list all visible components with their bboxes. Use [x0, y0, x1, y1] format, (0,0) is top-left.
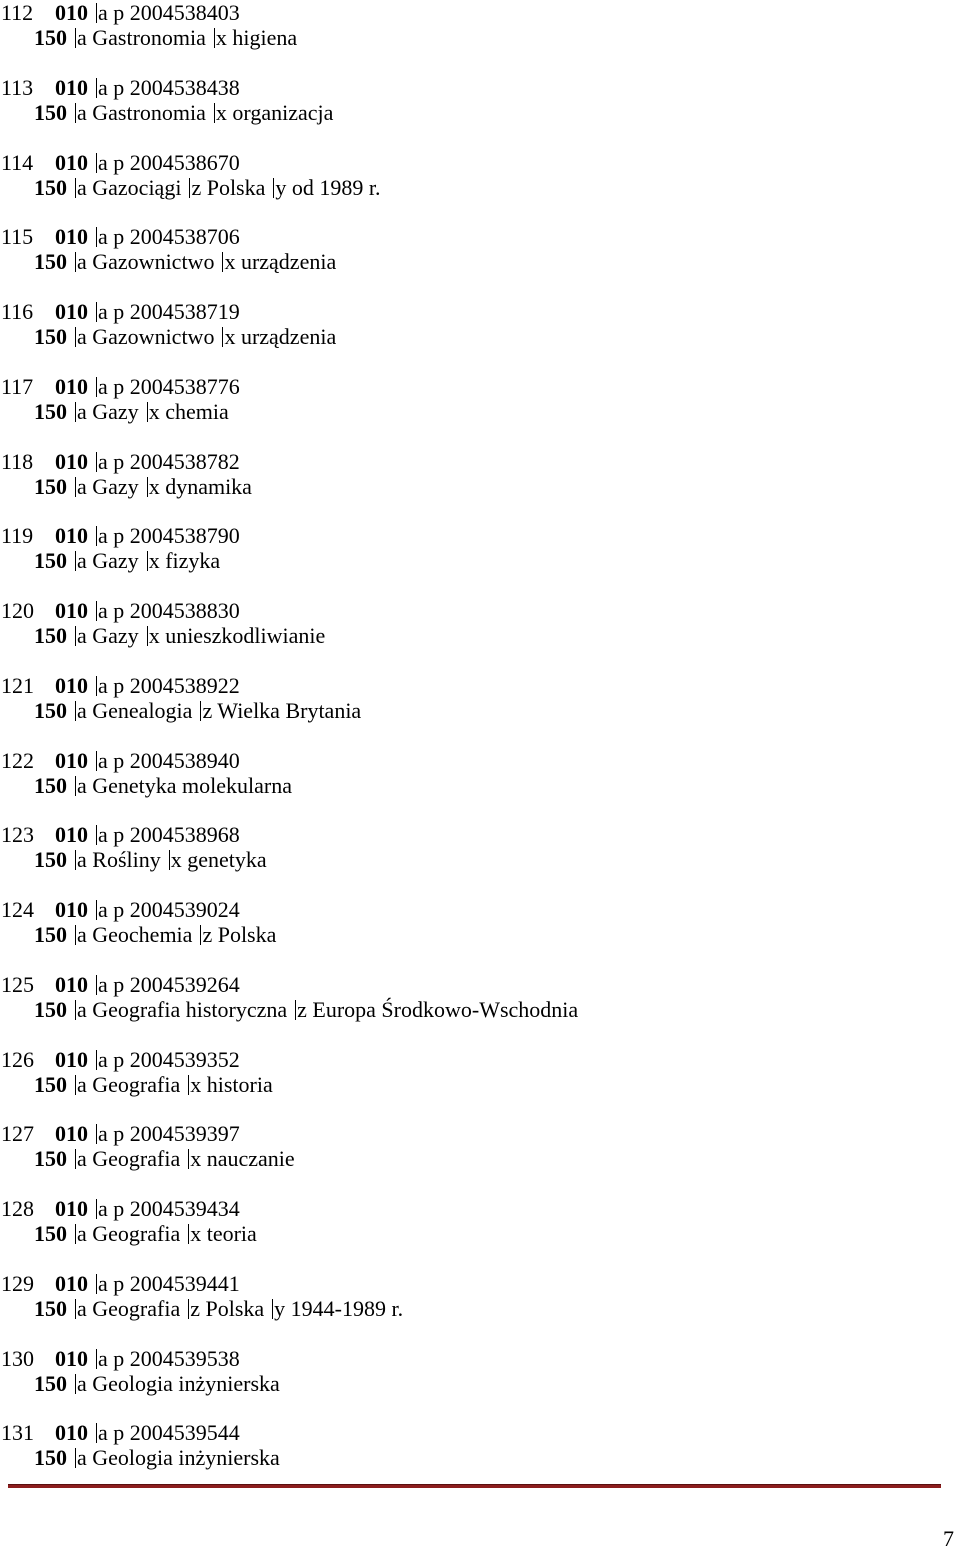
subfield-separator [147, 551, 148, 571]
record-entry [0, 224, 960, 299]
record-entry [0, 449, 960, 524]
record-number: 121 [1, 672, 34, 698]
subject-subfield: a Gazociągi [77, 174, 182, 200]
subject-subfield: a Gazownictwo [77, 324, 215, 349]
record-line-150 [0, 997, 960, 1022]
subject-subfield: x urządzenia [224, 249, 337, 275]
record-line-010 [0, 299, 960, 324]
record-id: a p 2004538438 [98, 74, 240, 100]
record-id: a p 2004538830 [98, 598, 240, 623]
record-id: a p 2004539352 [98, 1046, 240, 1072]
record-line-150 [0, 1072, 960, 1097]
field-tag-150: 150 [34, 548, 67, 574]
subfield-separator [75, 402, 76, 422]
subfield-separator [75, 1448, 76, 1468]
field-tag-010: 010 [55, 1270, 88, 1296]
subject-subfield: a Gastronomia [77, 25, 206, 50]
footer-rule [8, 1484, 941, 1488]
record-id: a p 2004539434 [98, 1196, 240, 1221]
field-tag-150: 150 [34, 174, 67, 200]
record-line-150 [0, 249, 960, 274]
record-line-010 [0, 673, 960, 698]
record-entry [0, 897, 960, 972]
field-tag-150: 150 [34, 922, 67, 947]
record-number: 113 [1, 74, 34, 100]
record-line-150 [0, 324, 960, 349]
subfield-separator [75, 551, 76, 571]
record-line-150 [0, 698, 960, 723]
subfield-separator [96, 751, 97, 771]
field-tag-010: 010 [55, 74, 88, 100]
subfield-separator [96, 1274, 97, 1294]
subfield-separator [96, 1050, 97, 1070]
record-number: 115 [1, 224, 34, 250]
record-line-010 [0, 1121, 960, 1146]
record-entry [0, 1196, 960, 1271]
record-entry [0, 75, 960, 150]
subfield-separator [75, 1224, 76, 1244]
subfield-separator [295, 1000, 296, 1020]
record-line-010 [0, 897, 960, 922]
record-line-010 [0, 972, 960, 997]
record-line-010 [0, 0, 960, 25]
subfield-separator [96, 676, 97, 696]
record-id: a p 2004538940 [98, 747, 240, 773]
record-line-010 [0, 224, 960, 249]
record-entry [0, 748, 960, 823]
record-id: a p 2004538776 [98, 373, 240, 399]
subject-subfield: x genetyka [170, 847, 267, 873]
subject-subfield: a Rośliny [77, 847, 161, 873]
field-tag-150: 150 [34, 1445, 67, 1471]
record-line-150 [0, 1445, 960, 1470]
record-entry [0, 1346, 960, 1421]
subfield-separator [75, 626, 76, 646]
field-tag-150: 150 [34, 1221, 67, 1246]
subfield-separator [96, 900, 97, 920]
subfield-separator [75, 28, 76, 48]
subfield-separator [75, 103, 76, 123]
subject-subfield: a Geologia inżynierska [77, 1445, 280, 1471]
subject-subfield: a Gazy [77, 473, 139, 499]
subfield-separator [75, 850, 76, 870]
subfield-separator [75, 1374, 76, 1394]
subject-subfield: z Polska [191, 174, 266, 200]
record-line-010 [0, 75, 960, 100]
subfield-separator [214, 28, 215, 48]
record-line-010 [0, 374, 960, 399]
field-tag-010: 010 [55, 224, 88, 250]
field-tag-150: 150 [34, 249, 67, 275]
record-line-150 [0, 25, 960, 50]
record-number: 128 [1, 1196, 34, 1221]
record-id: a p 2004539397 [98, 1121, 240, 1147]
record-entry [0, 1271, 960, 1346]
record-line-150 [0, 847, 960, 872]
record-number: 124 [1, 897, 34, 922]
record-id: a p 2004538922 [98, 672, 240, 698]
subject-subfield: a Gazy [77, 623, 139, 648]
subject-subfield: a Geografia [77, 1221, 181, 1246]
subfield-separator [147, 626, 148, 646]
record-line-010 [0, 523, 960, 548]
subfield-separator [75, 327, 76, 347]
subject-subfield: a Geochemia [77, 922, 193, 947]
record-entry [0, 523, 960, 598]
record-id: a p 2004539538 [98, 1345, 240, 1371]
record-entry [0, 673, 960, 748]
record-entry [0, 0, 960, 75]
record-line-010 [0, 1047, 960, 1072]
record-entry [0, 374, 960, 449]
record-line-010 [0, 1420, 960, 1445]
subfield-separator [96, 153, 97, 173]
field-tag-010: 010 [55, 523, 88, 549]
subfield-separator [75, 1149, 76, 1169]
record-line-010 [0, 1271, 960, 1296]
record-entry [0, 1121, 960, 1196]
subject-subfield: y od 1989 r. [275, 174, 381, 200]
subfield-separator [75, 1299, 76, 1319]
record-number: 122 [1, 747, 34, 773]
record-number: 125 [1, 971, 34, 997]
field-tag-010: 010 [55, 1121, 88, 1147]
subject-subfield: a Gazy [77, 398, 139, 424]
field-tag-010: 010 [55, 1196, 88, 1221]
record-number: 120 [1, 598, 34, 623]
subject-subfield: a Geologia inżynierska [77, 1370, 280, 1396]
field-tag-010: 010 [55, 448, 88, 474]
field-tag-010: 010 [55, 149, 88, 175]
record-id: a p 2004538670 [98, 149, 240, 175]
record-line-150 [0, 1146, 960, 1171]
field-tag-150: 150 [34, 398, 67, 424]
record-line-010 [0, 1196, 960, 1221]
record-line-010 [0, 598, 960, 623]
record-line-150 [0, 399, 960, 424]
subject-subfield: z Wielka Brytania [202, 697, 362, 723]
subject-subfield: a Genealogia [77, 697, 193, 723]
record-number: 123 [1, 822, 34, 848]
record-id: a p 2004539441 [98, 1270, 240, 1296]
subject-subfield: a Gazy [77, 548, 139, 574]
subject-subfield: x chemia [148, 398, 229, 424]
page-number: 7 [943, 1526, 954, 1551]
field-tag-010: 010 [55, 299, 88, 324]
subject-subfield: x urządzenia [224, 324, 337, 349]
record-number: 112 [1, 0, 34, 25]
record-line-150 [0, 548, 960, 573]
field-tag-150: 150 [34, 25, 67, 50]
field-tag-150: 150 [34, 847, 67, 873]
subfield-separator [75, 776, 76, 796]
subject-subfield: y 1944-1989 r. [274, 1295, 404, 1321]
field-tag-010: 010 [55, 1046, 88, 1072]
subject-subfield: z Polska [202, 922, 277, 947]
record-number: 114 [1, 149, 34, 175]
subfield-separator [96, 452, 97, 472]
subfield-separator [75, 925, 76, 945]
field-tag-150: 150 [34, 772, 67, 798]
field-tag-010: 010 [55, 598, 88, 623]
subfield-separator [96, 3, 97, 23]
record-id: a p 2004538782 [98, 448, 240, 474]
record-entry [0, 150, 960, 225]
record-line-150 [0, 623, 960, 648]
record-line-010 [0, 150, 960, 175]
record-number: 119 [1, 523, 34, 549]
subfield-separator [169, 850, 170, 870]
record-line-010 [0, 748, 960, 773]
field-tag-150: 150 [34, 99, 67, 125]
subfield-separator [96, 377, 97, 397]
field-tag-150: 150 [34, 1071, 67, 1097]
record-line-150 [0, 1221, 960, 1246]
subfield-separator [75, 701, 76, 721]
subject-subfield: a Geografia [77, 1146, 181, 1172]
subject-subfield: a Genetyka molekularna [77, 772, 293, 798]
record-id: a p 2004538790 [98, 523, 240, 549]
field-tag-150: 150 [34, 324, 67, 349]
subject-subfield: a Geografia [77, 1071, 181, 1097]
record-entry [0, 1047, 960, 1122]
subject-subfield: z Polska [190, 1295, 265, 1321]
subfield-separator [96, 1124, 97, 1144]
record-line-150 [0, 1296, 960, 1321]
record-line-010 [0, 449, 960, 474]
subject-subfield: x teoria [190, 1221, 257, 1246]
field-tag-010: 010 [55, 822, 88, 848]
subfield-separator [96, 825, 97, 845]
record-line-150 [0, 175, 960, 200]
field-tag-010: 010 [55, 897, 88, 922]
field-tag-150: 150 [34, 697, 67, 723]
record-line-150 [0, 474, 960, 499]
subject-subfield: a Geografia [77, 1295, 181, 1321]
subfield-separator [96, 975, 97, 995]
field-tag-150: 150 [34, 623, 67, 648]
record-number: 116 [1, 299, 34, 324]
subfield-separator [96, 1199, 97, 1219]
subject-subfield: x organizacja [215, 99, 334, 125]
record-entry [0, 822, 960, 897]
record-entry [0, 972, 960, 1047]
field-tag-150: 150 [34, 1370, 67, 1396]
subfield-separator [96, 526, 97, 546]
subfield-separator [75, 1075, 76, 1095]
field-tag-150: 150 [34, 473, 67, 499]
record-id: a p 2004538706 [98, 224, 240, 250]
subject-subfield: x dynamika [148, 473, 252, 499]
field-tag-010: 010 [55, 747, 88, 773]
record-number: 129 [1, 1270, 34, 1296]
subfield-separator [96, 601, 97, 621]
field-tag-010: 010 [55, 373, 88, 399]
subfield-separator [214, 103, 215, 123]
subject-subfield: x historia [190, 1071, 273, 1097]
record-line-150 [0, 773, 960, 798]
subfield-separator [96, 227, 97, 247]
record-number: 118 [1, 448, 34, 474]
record-number: 131 [1, 1420, 34, 1446]
subfield-separator [75, 178, 76, 198]
subject-subfield: x unieszkodliwianie [148, 623, 326, 648]
record-number: 127 [1, 1121, 34, 1147]
record-line-010 [0, 1346, 960, 1371]
record-number: 126 [1, 1046, 34, 1072]
subfield-separator [96, 1349, 97, 1369]
subfield-separator [147, 402, 148, 422]
field-tag-150: 150 [34, 1295, 67, 1321]
record-entry [0, 299, 960, 374]
field-tag-010: 010 [55, 0, 88, 25]
subfield-separator [147, 477, 148, 497]
field-tag-010: 010 [55, 1420, 88, 1446]
record-line-010 [0, 822, 960, 847]
field-tag-010: 010 [55, 1345, 88, 1371]
subject-subfield: a Gastronomia [77, 99, 206, 125]
record-id: a p 2004539024 [98, 897, 240, 922]
record-line-150 [0, 100, 960, 125]
record-id: a p 2004539264 [98, 971, 240, 997]
record-id: a p 2004539544 [98, 1420, 240, 1446]
field-tag-150: 150 [34, 1146, 67, 1172]
subfield-separator [96, 78, 97, 98]
record-number: 130 [1, 1345, 34, 1371]
subject-subfield: x higiena [215, 25, 298, 50]
field-tag-010: 010 [55, 971, 88, 997]
subfield-separator [96, 302, 97, 322]
subject-subfield: x nauczanie [190, 1146, 295, 1172]
record-id: a p 2004538719 [98, 299, 240, 324]
subject-subfield: a Geografia historyczna [77, 996, 288, 1022]
record-line-150 [0, 1371, 960, 1396]
field-tag-150: 150 [34, 996, 67, 1022]
record-entry [0, 598, 960, 673]
subfield-separator [75, 477, 76, 497]
subfield-separator [96, 1423, 97, 1443]
record-number: 117 [1, 373, 34, 399]
field-tag-010: 010 [55, 672, 88, 698]
subject-subfield: z Europa Środkowo-Wschodnia [297, 996, 579, 1022]
subfield-separator [75, 252, 76, 272]
subfield-separator [75, 1000, 76, 1020]
record-line-150 [0, 922, 960, 947]
record-id: a p 2004538968 [98, 822, 240, 848]
record-id: a p 2004538403 [98, 0, 240, 25]
subject-subfield: x fizyka [148, 548, 221, 574]
subject-subfield: a Gazownictwo [77, 249, 215, 275]
